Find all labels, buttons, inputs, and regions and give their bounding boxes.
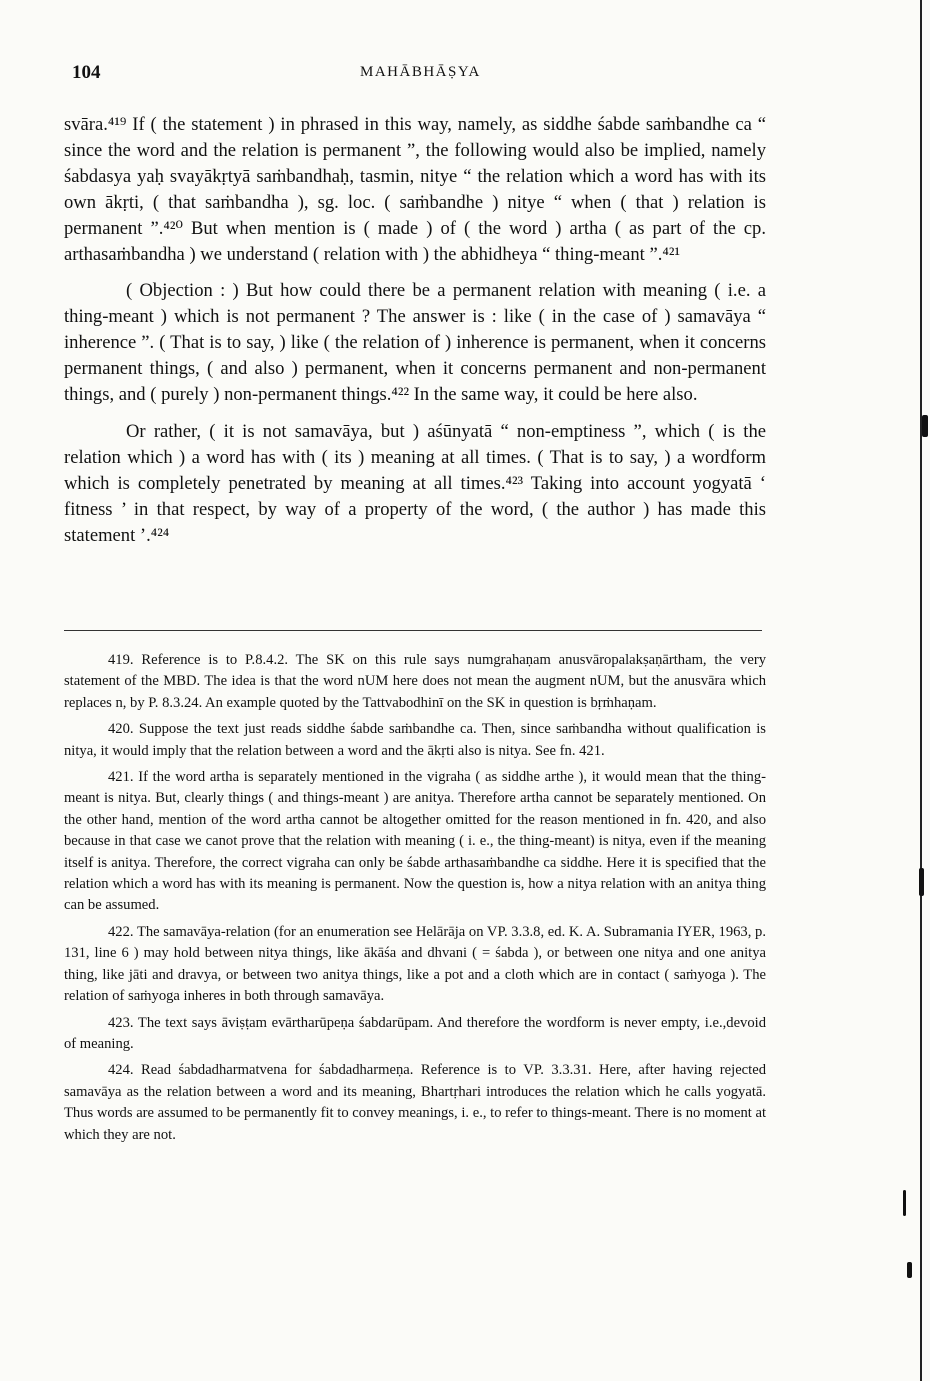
footnote-424: 424. Read śabdadharmatvena for śabdadharmeṇa. Reference is to VP. 3.3.31. Here, after having rejected samavāya as the relation between a word and its meaning, Bhartṛhari introduces the relation which he calls yogyatā. Thus words are assumed to be permanently fit to convey meanings, i. e., to refer to things-meant. There is no moment at which they are not.: [64, 1062, 766, 1143]
paragraph: svāra.⁴¹⁹ If ( the statement ) in phrased in this way, namely, as siddhe śabde saṁbandhe ca “ since the word and the relation is permanent ”, the following would also be implied, namely śabdasya yaḥ svayākṛtyā saṁbandhaḥ, tasmin, nitye “ the relation which a word has with its own ākṛti, ( that saṁbandha ), sg. loc. ( saṁbandhe ) nitye “ when ( that ) relation is permanent ”.⁴²⁰ But when mention is ( made ) of ( the word ) artha ( as part of the cp. arthasaṁbandha ) we understand ( relation with ) the abhidheya “ thing-meant ”.⁴²¹: [64, 114, 766, 265]
page-number: 104: [72, 62, 101, 83]
scan-artifact: [903, 1190, 906, 1216]
paragraph: ( Objection : ) But how could there be a permanent relation with meaning ( i.e. a thing-meant ) which is not permanent ? The answer is : like ( in the case of ) samavāya “ inherence ”. ( That is to say, ) like ( the relation of ) inherence is permanent, when it concerns permanent things, ( and also ) permanent, when it concerns permanent and non-permanent things, and ( purely ) non-permanent things.⁴²² In the same way, it could be here also.: [64, 280, 766, 406]
footnote-422: 422. The samavāya-relation (for an enumeration see Helārāja on VP. 3.3.8, ed. K. A. Subramania IYER, 1963, p. 131, line 6 ) may hold between nitya things, like ākāśa and dhvani ( = śabda ), or between one nitya and one anitya thing, like jāti and dravya, or between two anitya things, like a pot and a cloth which are in contact ( saṁyoga ). The relation of saṁyoga inheres in both through samavāya.: [64, 923, 766, 1005]
footnote-421: 421. If the word artha is separately mentioned in the vigraha ( as siddhe arthe ), it would mean that the thing-meant is nitya. But, clearly things ( and things-meant ) are anitya. Therefore artha cannot be separately mentioned. On the other hand, mention of the word artha cannot be altogether omitted for the reason mentioned in fn. 420, and also because in that case we canot prove that the relation with meaning ( i. e., the thing-meant) is nitya, even if the meaning itself is anitya. Therefore, the correct vigraha can only be śabde arthasaṁbandhe ca siddhe. Here it is specified that the relation which a word has with its meaning is permanent. Now the question is, how a nitya relation with an anitya thing can be assumed.: [64, 769, 766, 914]
scan-artifact: [922, 415, 928, 437]
footnote-420: 420. Suppose the text just reads siddhe śabde saṁbandhe ca. Then, since saṁbandha without qualification is nitya, it would imply that the relation between a word and the ākṛti also is nitya. See fn. 421.: [64, 721, 766, 759]
page-header: [72, 62, 772, 92]
footnote-419: 419. Reference is to P.8.4.2. The SK on this rule says numgrahaṇam anusvāropalakṣaṇārtham, the very statement of the MBD. The idea is that the word nUM here does not mean the augment nUM, but the anusvāra which replaces n, by P. 8.3.24. An example quoted by the Tattvabodhinī on the SK in question is bṛṁhaṇam.: [64, 652, 766, 711]
main-text: [64, 112, 766, 560]
scan-artifact: [919, 868, 924, 896]
footnote-423: 423. The text says āviṣṭam evārtharūpeṇa śabdarūpam. And therefore the wordform is never empty, i.e.,devoid of meaning.: [64, 1014, 766, 1052]
running-head: MAHĀBHĀṢYA: [360, 64, 481, 80]
scan-edge-line: [920, 0, 922, 1381]
footnotes: [64, 650, 766, 1151]
footnote-separator: [64, 630, 762, 631]
scan-artifact: [907, 1262, 912, 1278]
paragraph: Or rather, ( it is not samavāya, but ) aśūnyatā “ non-emptiness ”, which ( is the relation which ) a word has with ( its ) meaning at all times. ( That is to say, ) a wordform which is completely penetrated by meaning at all times.⁴²³ Taking into account yogyatā ‘ fitness ’ in that respect, by way of a property of the word, ( the author ) has made this statement ’.⁴²⁴: [64, 420, 766, 546]
